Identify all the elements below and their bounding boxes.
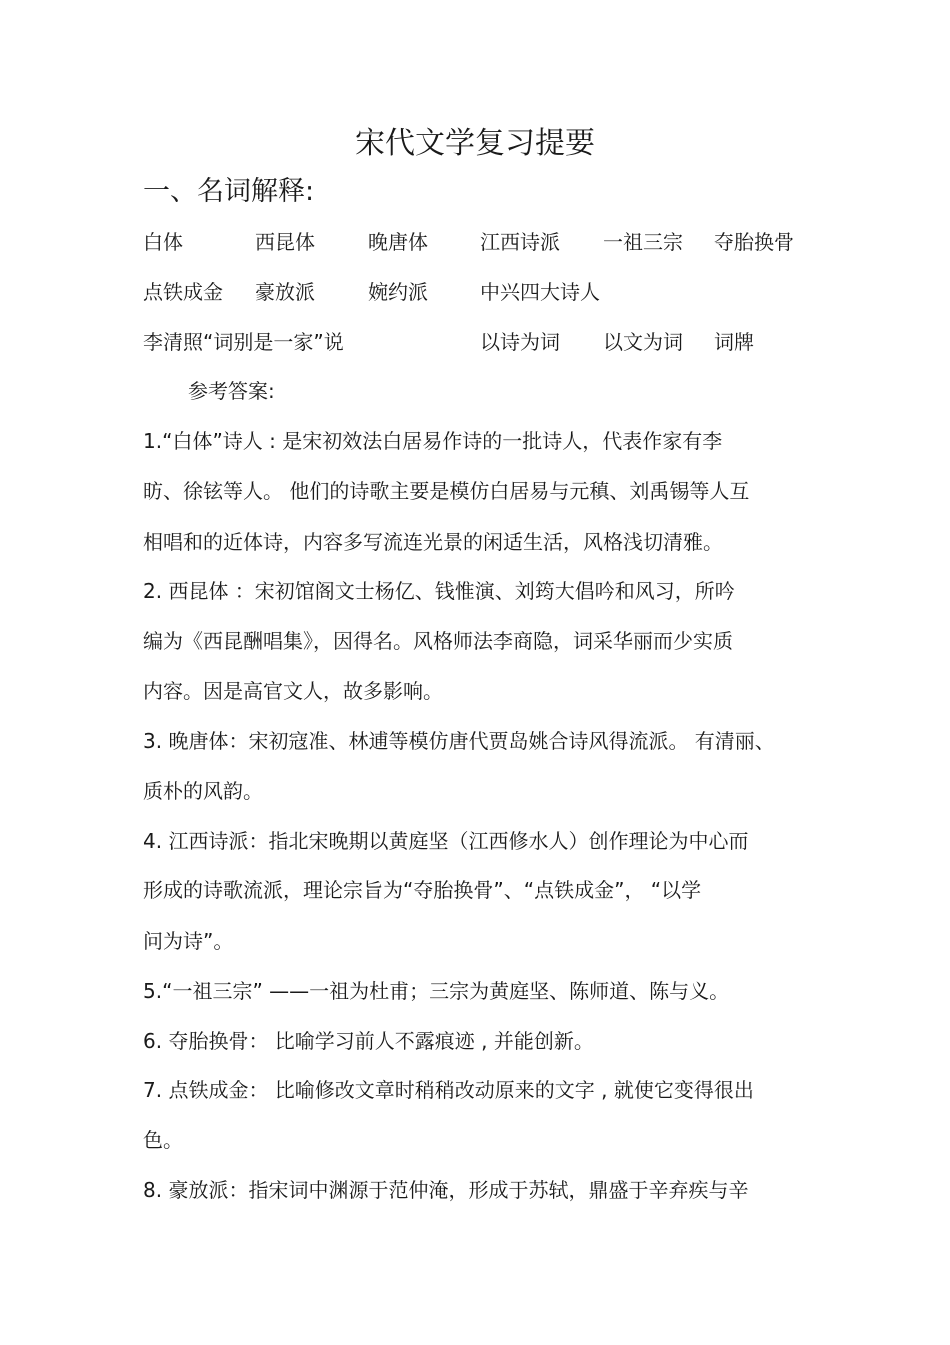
term-item: 西昆体: [255, 230, 315, 254]
body-line: 1.“白体”诗人 : 是宋初效法白居易作诗的一批诗人，代表作家有李: [143, 429, 723, 453]
body-line: 内容。因是高官文人，故多影响。: [143, 679, 443, 703]
body-line: 相唱和的近体诗，内容多写流连光景的闲适生活，风格浅切清雅。: [143, 530, 723, 554]
body-line: 形成的诗歌流派，理论宗旨为“夺胎换骨”、“点铁成金”， “以学: [143, 878, 702, 902]
body-line: 质朴的风韵。: [143, 779, 263, 803]
term-item: 婉约派: [368, 280, 428, 304]
term-item: 以文为词: [603, 330, 683, 354]
answer-label: 参考答案:: [188, 379, 275, 403]
terms-row-3: [143, 327, 843, 357]
term-item: 以诗为词: [480, 330, 560, 354]
document-title: 宋代文学复习提要: [355, 126, 595, 161]
body-line: 8. 豪放派：指宋词中渊源于范仲淹，形成于苏轼，鼎盛于辛弃疾与辛: [143, 1178, 749, 1202]
term-item: 白体: [143, 230, 183, 254]
body-line: 3. 晚唐体：宋初寇准、林逋等模仿唐代贾岛姚合诗风得流派。 有清丽、: [143, 729, 775, 753]
body-line: 6. 夺胎换骨： 比喻学习前人不露痕迹 , 并能创新。: [143, 1029, 594, 1053]
body-line: 编为《西昆酬唱集》，因得名。风格师法李商隐，词采华丽而少实质: [143, 629, 733, 653]
body-line: 昉、徐铉等人。 他们的诗歌主要是模仿白居易与元稹、刘禹锡等人互: [143, 479, 750, 503]
terms-row-2: [143, 277, 843, 307]
term-item: 一祖三宗: [603, 230, 683, 254]
body-line: 5.“一祖三宗” ——一祖为杜甫；三宗为黄庭坚、陈师道、陈与义。: [143, 979, 730, 1003]
body-line: 7. 点铁成金： 比喻修改文章时稍稍改动原来的文字 , 就使它变得很出: [143, 1078, 754, 1102]
section-heading: 一、名词解释:: [143, 176, 315, 207]
term-item: 夺胎换骨: [714, 230, 794, 254]
body-line: 4. 江西诗派：指北宋晚期以黄庭坚（江西修水人）创作理论为中心而: [143, 829, 749, 853]
term-item: 晚唐体: [368, 230, 428, 254]
body-line: 色。: [143, 1128, 183, 1152]
term-item: 点铁成金: [143, 280, 223, 304]
body-line: 2. 西昆体 ：宋初馆阁文士杨亿、钱惟演、刘筠大倡吟和风习，所吟: [143, 579, 735, 603]
term-item: 豪放派: [255, 280, 315, 304]
term-item: 词牌: [714, 330, 754, 354]
term-item: 李清照“词别是一家”说: [143, 330, 344, 354]
terms-row-1: [143, 227, 843, 257]
term-item: 中兴四大诗人: [480, 280, 600, 304]
term-item: 江西诗派: [480, 230, 560, 254]
body-line: 问为诗”。: [143, 929, 234, 953]
